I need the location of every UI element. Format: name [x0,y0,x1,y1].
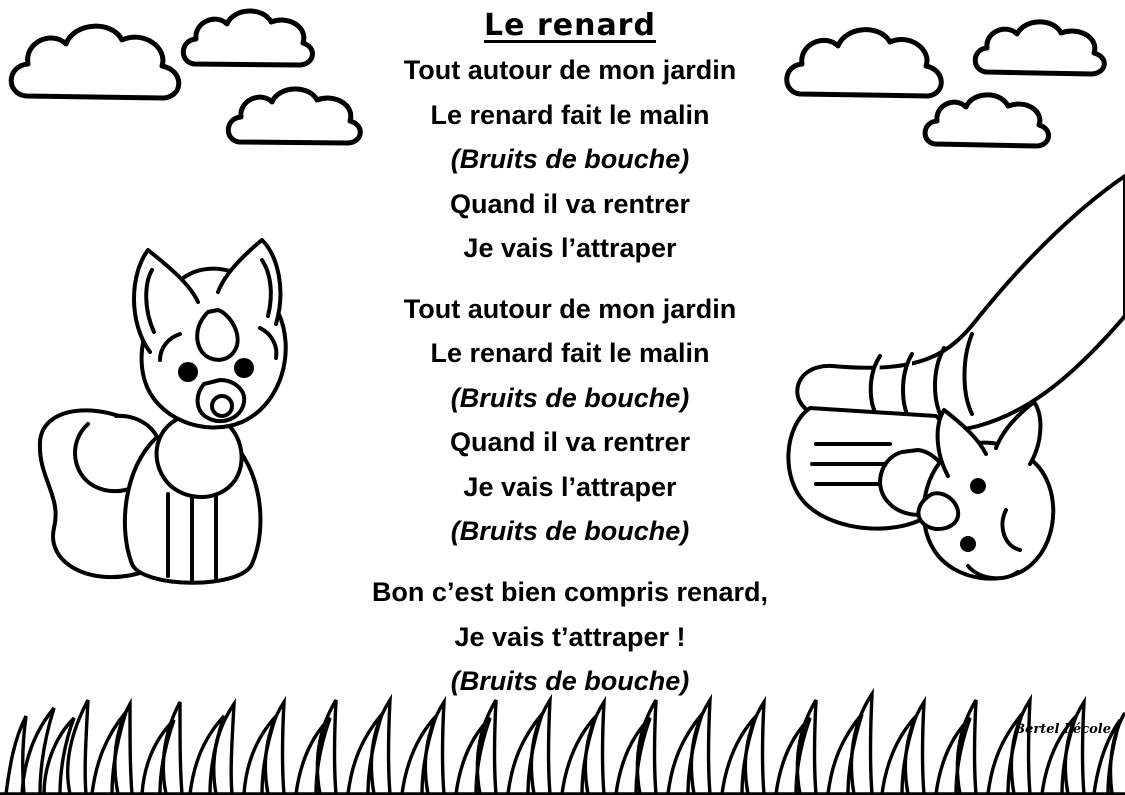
credit-label: Bertel l'école [1014,722,1111,737]
lyric-line: Je vais l’attraper [463,233,677,264]
lyric-line: Bon c’est bien compris renard, [371,577,769,608]
lyric-line: Tout autour de mon jardin [403,55,737,85]
cloud-top-right-small [968,12,1118,90]
page-title: Le renard [484,8,656,43]
stanza-3 [300,570,840,704]
lyric-line: Quand il va rentrer [449,427,691,458]
lyric-line: (Bruits de bouche) [450,382,690,413]
lyric-line: Le renard fait le malin [430,338,710,369]
lyric-line: (Bruits de bouche) [450,666,690,697]
cloud-top-right-lower [918,84,1058,162]
lyric-line: Tout autour de mon jardin [403,293,737,324]
lyric-line: Quand il va rentrer [449,188,691,219]
lyric-line: Je vais t’attraper ! [454,621,686,652]
cloud-top-left [4,8,204,118]
stanza-1 [300,48,840,271]
stanza-2 [300,287,840,554]
lyrics-block [300,8,840,704]
cloud-top-left-small [178,2,318,82]
fox-sitting [28,228,338,596]
lyric-line: (Bruits de bouche) [450,516,690,547]
lyric-line: (Bruits de bouche) [450,144,690,175]
lyric-line: Je vais l’attraper [463,471,677,502]
lyric-line: Le renard fait le malin [430,99,710,130]
